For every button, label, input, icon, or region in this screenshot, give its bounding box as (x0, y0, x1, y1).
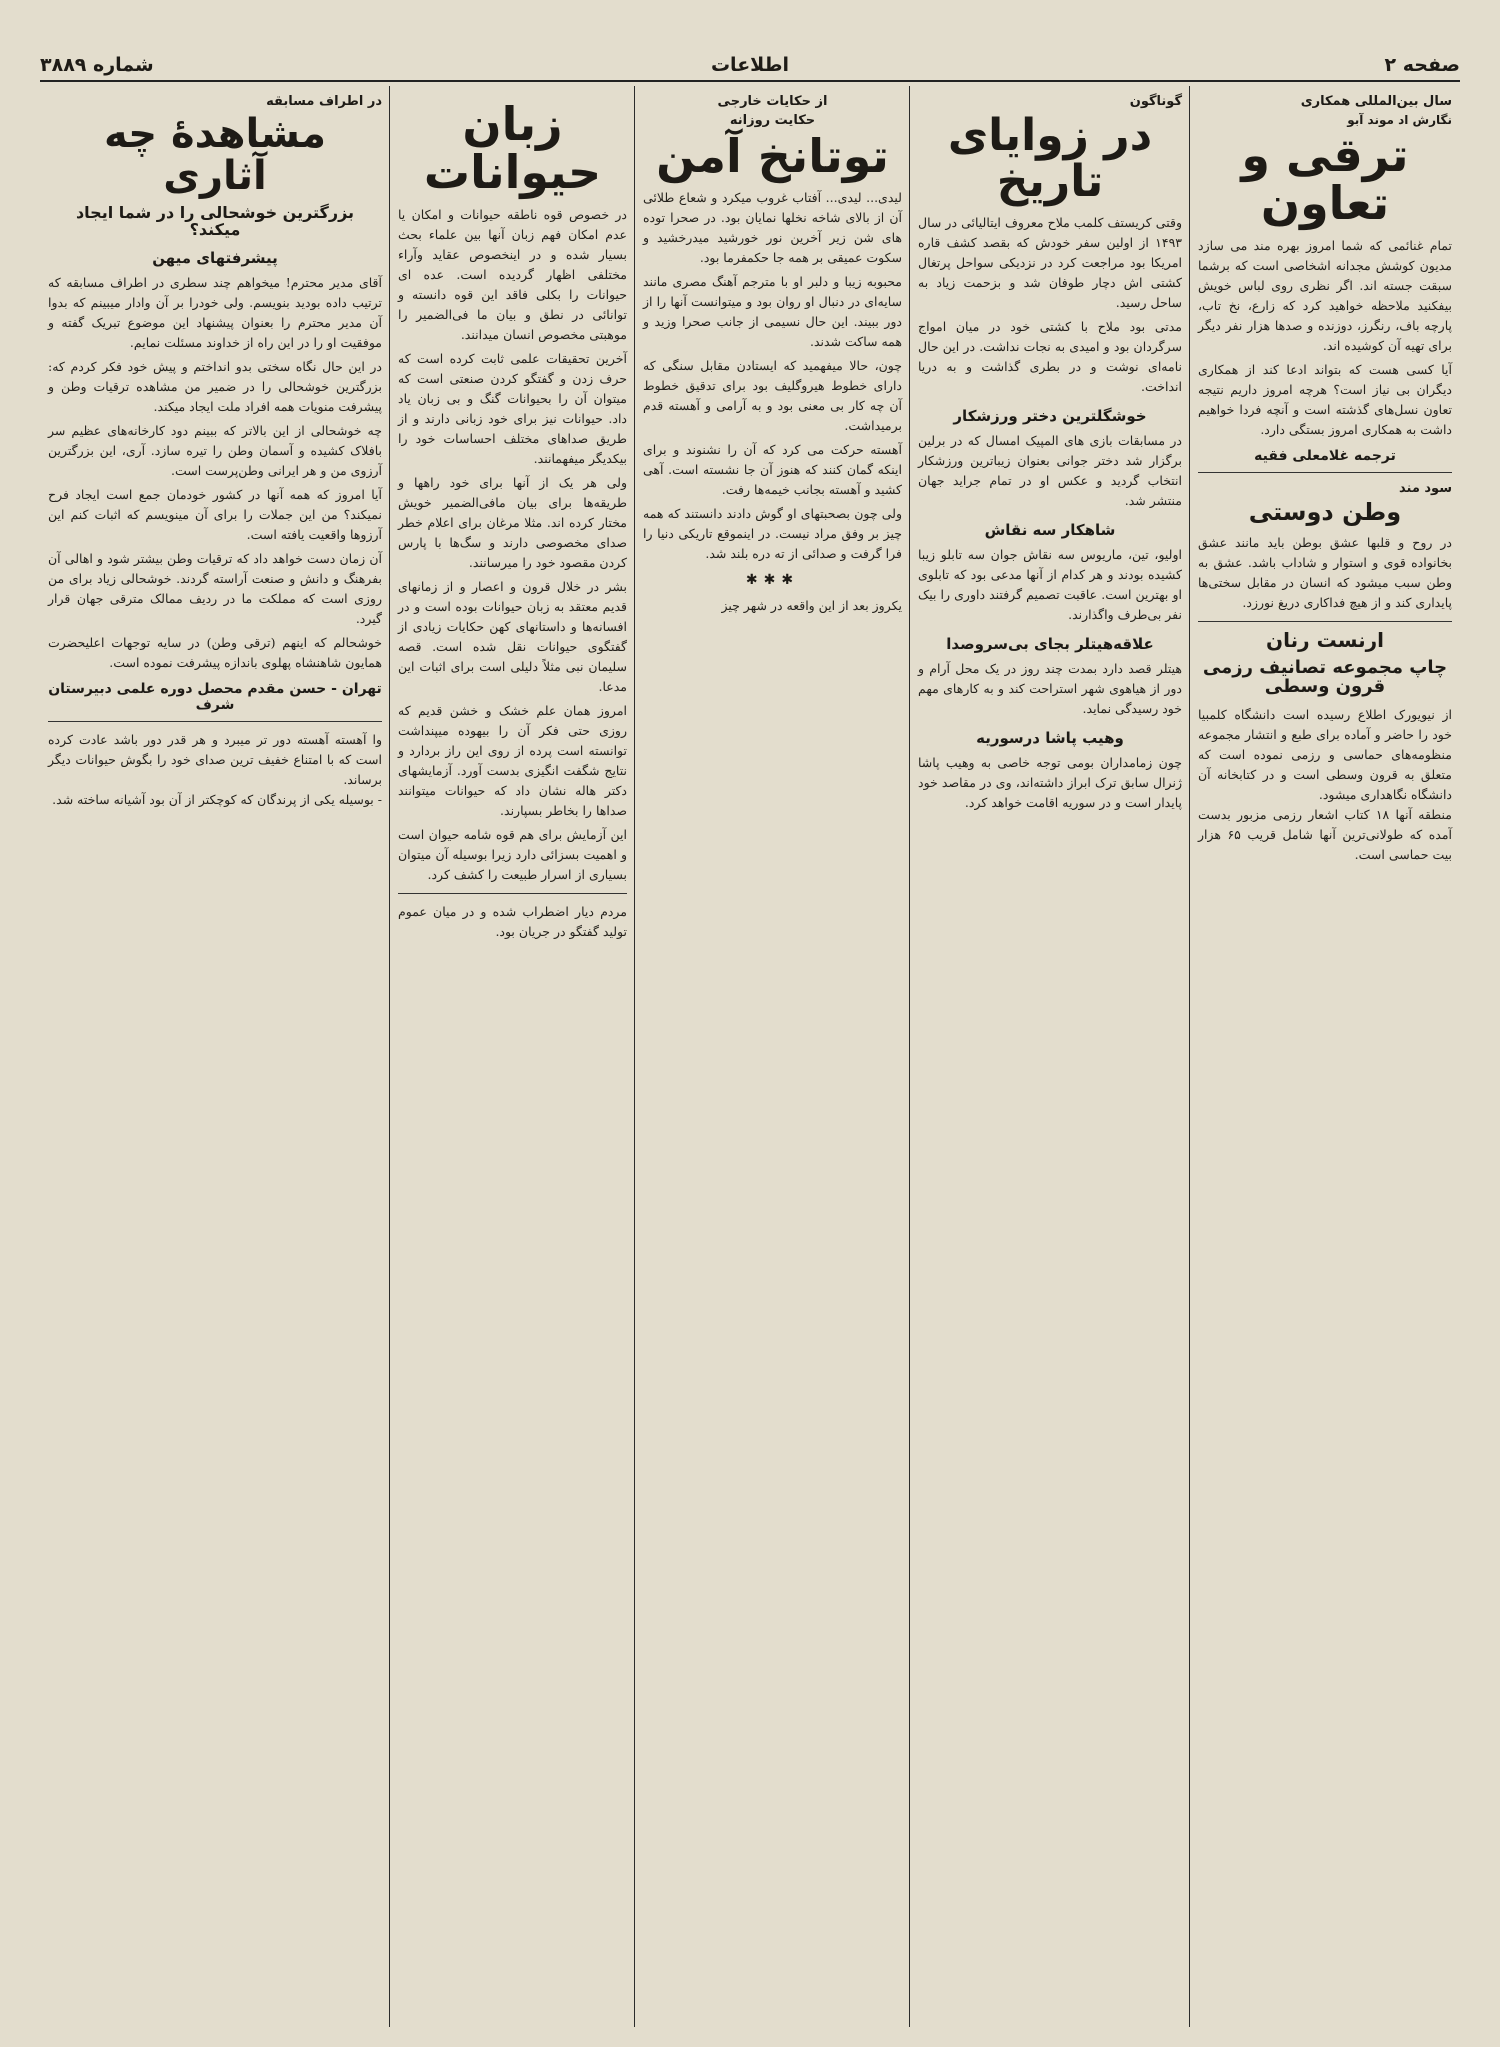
divider (48, 721, 382, 722)
col5-paragraph: آن زمان دست خواهد داد که ترقیات وطن بیشتر شود و اهالی آن بفرهنگ و دانش و صنعت آراسته گردند. خوشحالی زیاد برای من روزی است که مملکت ما در ردیف ممالک مترقی جهان قرار گیرد. (48, 550, 382, 626)
col3-paragraph: لیدی... لیدی... آفتاب غروب میکرد و شعاع طلائی آن از بالای شاخه نخلها نمایان بود. در صحرا توده های شن زیر آخرین نور خورشید میدرخشید و سکوت عمیقی بر همه جا حکمفرما بود. (643, 190, 902, 266)
divider (1198, 621, 1452, 622)
col5-paragraph: آیا امروز که همه آنها در کشور خودمان جمع است ایجاد فرح نمیکند؟ من این جملات را برای آن مینویسم که اثبات کنم این آرزوها واقعیت یافته است. (48, 486, 382, 542)
col5-paragraph: چه خوشحالی از این بالاتر که ببینم دود کارخانه‌های عظیم سر بافلاک کشیده و آسمان وطن را تیره سازد. آری، این بزرگترین آرزوی من و هر ایرانی وطن‌پرست است. (48, 422, 382, 478)
col1-box-kicker: سود مند (1399, 480, 1452, 496)
col1-body (1198, 236, 1452, 440)
col4-body (398, 205, 627, 885)
col3-label: حکایت روزانه (729, 113, 816, 128)
col2-headline: در زوایای تاریخ (947, 110, 1153, 208)
col2-kicker: گوناگون (1129, 94, 1182, 109)
col1-section2-kicker: ارنست رنان (1266, 627, 1384, 652)
col1-section2-title: چاپ مجموعه تصانیف رزمی قرون وسطی (1202, 656, 1448, 697)
col3-paragraph: محبوبه زیبا و دلبر او با مترجم آهنگ مصری مانند سایه‌ای در دنبال او روان بود و میتوانست آنها را از دور ببیند. این حال نسیمی از جانب صحرا وزید و همه ساکت شدند. (643, 274, 902, 350)
col1-section2-body: از نیویورک اطلاع رسیده است دانشگاه کلمبیا خود را حاضر و آماده برای طبع و انتشار مجموعه منظومه‌های حماسی و رزمی نموده است که متعلق به قرون وسطی است و در کتابخانه آن دانشگاه نگاهداری میشود. (1198, 706, 1452, 802)
col1-box-title: وطن دوستی (1248, 497, 1402, 526)
col5-deck: بزرگترین خوشحالی را در شما ایجاد میکند؟ (75, 203, 355, 239)
col5-paragraph: خوشحالم که اینهم (ترقی وطن) در سایه توجهات اعلیحضرت همایون شاهنشاه پهلوی باندازه پیشرفت نموده است. (48, 634, 382, 670)
col2-sub1: خوشگلترین دختر ورزشکار (953, 407, 1147, 426)
col4-paragraph: ولی هر یک از آنها برای خود راهها و طریقه‌ها برای بیان مافی‌الضمیر خویش مختار کرده اند. مثلا مرغان برای اعلام خطر صدای مخصوصی دارند و سگ‌ها با پارس کردن مقصود خود را میرسانند. (398, 474, 627, 570)
col5-paragraph: آقای مدیر محترم! میخواهم چند سطری در اطراف مسابقه که ترتیب داده بودید بنویسم. ولی خودرا بر آن وادار میبینم که بدوا آن مدیر محترم را بعنوان پیشنهاد این موضوع تبریک گفته و موفقیت او را در این راه از خداوند مسئلت نمایم. (48, 274, 382, 350)
col2-body (918, 213, 1182, 397)
col5-kicker: در اطراف مسابقه (266, 94, 382, 109)
col5-signature: تهران - حسن مقدم محصل دوره علمی دبیرستان شرف (48, 680, 382, 713)
divider (1198, 472, 1452, 473)
column-1 (1190, 86, 1460, 2037)
col3-paragraph: آهسته حرکت می کرد که آن را نشنوند و برای اینکه گمان کنند که هنوز آن جا نشسته است. آهی کشید و آهسته بجانب خیمه‌ها رفت. (643, 442, 902, 498)
col5-body (48, 273, 382, 673)
col1-paragraph: آیا کسی هست که بتواند ادعا کند از همکاری دیگران بی نیاز است؟ هرچه امروز داریم نتیجه تعاون نسل‌های گذشته است و آنچه فردا خواهیم داشت به همکاری امروز بستگی دارد. (1198, 361, 1452, 437)
col2-sub4-body: چون زمامداران بومی توجه خاصی به وهیب پاشا ژنرال سابق ترک ابراز داشته‌اند، وی در مقاصد خود پایدار است و در سوریه اقامت خواهد کرد. (918, 755, 1182, 811)
star-ornament: ✱✱✱ (745, 572, 800, 589)
col5-foot: - بوسیله یکی از پرندگان که کوچکتر از آن بود آشیانه ساخته شد. (52, 791, 382, 807)
column-3 (635, 86, 910, 2037)
col5-paragraph: در این حال نگاه سختی بدو انداختم و پیش خود فکر کردم که: بزرگترین خوشحالی را در ضمیر من مشاهده ترقیات وطن و پیشرفت منویات همه افراد ملت ایجاد میکند. (48, 358, 382, 414)
col1-kicker: سال بین‌المللی همکاری (1300, 94, 1452, 109)
column-2 (910, 86, 1190, 2037)
col5-headline: مشاهدۀ چه آثاری (104, 111, 326, 199)
col3-headline: توتانخ آمن (656, 129, 889, 183)
col4-paragraph: این آزمایش برای هم قوه شامه حیوان است و اهمیت بسزائی دارد زیرا بوسیله آن میتوان بسیاری از اسرار طبیعت را کشف کرد. (398, 826, 627, 882)
col3-paragraph: ولی چون بصحبتهای او گوش دادند دانستند که همه چیز بر وفق مراد نیست. در اینموقع تاریکی دنیا را فرا گرفت و صدائی از ته دره بلند شد. (643, 506, 902, 562)
columns (40, 86, 1460, 2037)
masthead (40, 50, 1460, 82)
col4-paragraph: بشر در خلال قرون و اعصار و از زمانهای قدیم معتقد به زبان حیوانات بوده است و در افسانه‌ها و داستانهای کهن حکایات زیادی از گفتگوی حیوانات نقل شده است. قصه سلیمان نبی مثلاً دلیلی است برای اثبات این مدعا. (398, 578, 627, 694)
col2-paragraph: مدتی بود ملاح با کشتی خود در میان امواج سرگردان بود و امیدی به نجات نداشت. در این حال نامه‌ای نوشت و در بطری گذاشت و به دریا انداخت. (918, 319, 1182, 395)
col1-paragraph: تمام غنائمی که شما امروز بهره مند می سازد مدیون کوشش مجدانه اشخاصی است که برشما سبقت جسته اند. اگر نظری روی لباس خویش بیفکنید ملاحظه خواهید کرد که زارع، نخ تاب، پارچه باف، رنگرز، دوزنده و صدها هزار نفر دیگر برای تهیه آن کوشیده اند. (1198, 237, 1452, 353)
col1-translator: ترجمه غلامعلی فقیه (1254, 447, 1396, 464)
col2-sub2: شاهکار سه نقاش (984, 521, 1116, 540)
column-5 (40, 86, 390, 2037)
issue-number: شماره ۳۸۸۹ (40, 54, 154, 76)
col2-sub3-body: هیتلر قصد دارد بمدت چند روز در یک محل آرام و دور از هیاهوی شهر استراحت کند و به کارهای مهم خود رسیدگی نماید. (918, 661, 1182, 717)
col4-foot: مردم دیار اضطراب شده و در میان عموم تولید گفتگو در جریان بود. (398, 903, 627, 939)
col4-paragraph: آخرین تحقیقات علمی ثابت کرده است که حرف زدن و گفتگو کردن صنعتی است که میتوان آن را بحیوانات گنگ و بی زبان یاد داد. حیوانات نیز برای خود زبانی دارند و از طریق صداهای مختلف احساسات خود را بیکدیگر میفهمانند. (398, 350, 627, 466)
col3-foot: یکروز بعد از این واقعه در شهر چیز (721, 598, 902, 614)
col3-body (643, 188, 902, 564)
divider (398, 893, 627, 894)
col2-sub2-body: اولیو، تین، ماریوس سه نقاش جوان سه تابلو زیبا کشیده بودند و هر کدام از آنها مدعی بود که تابلوی او بهترین است. عاقبت تصمیم گرفتند داوری را بیک نفر بی‌طرف واگذارند. (918, 547, 1182, 623)
col4-paragraph: امروز همان علم خشک و خشن قدیم که روزی حتی فکر آن را بیهوده میپنداشت توانسته است پرده از روی این راز بردارد و نتایج شگفت انگیزی بدست آورد. آزمایشهای دکتر هاله نشان داد که حیوانات میتوانند صداها را بخاطر بسپارند. (398, 702, 627, 818)
col5-paragraph: وا آهسته آهسته دور تر میبرد و هر قدر دور باشد عادت کرده است که با امتناع خفیف ترین صدای خود را بگوش حیوانات دیگر برساند. (48, 731, 382, 787)
col1-box-body: در روح و قلبها عشق بوطن باید مانند عشق بخانواده قوی و استوار و شاداب باشد. عشق به وطن سبب میشود که انسان در مقابل سختی‌ها پایداری کند و از هیچ فداکاری دریغ نورزد. (1198, 534, 1452, 610)
column-4 (390, 86, 635, 2037)
col2-sub4: وهیب پاشا درسوریه (976, 729, 1124, 748)
col2-sub1-body: در مسابقات بازی های المپیک امسال که در برلین برگزار شد دختر جوانی بعنوان زیباترین ورزشکار انتخاب گردید و عکس او در تمام جراید جهان منتشر شد. (918, 433, 1182, 509)
col1-foot: منطقه آنها ۱۸ کتاب اشعار رزمی مزبور بدست آمده که طولانی‌ترین آنها شامل قریب ۶۵ هزار بیت حماسی است. (1198, 806, 1452, 862)
newspaper-name: اطلاعات (710, 54, 790, 76)
col3-kicker: از حکایات خارجی (717, 94, 828, 109)
col2-paragraph: وقتی کریستف کلمب ملاح معروف ایتالیائی در سال ۱۴۹۳ از اولین سفر خودش که بقصد کشف قاره امریکا بود مراجعت کرد در نزدیکی سواحل پرتغال کشتی اش دچار طوفان شد و بزحمت زیاد به ساحل رسید. (918, 215, 1182, 311)
col1-headline: ترقی و تعاون (1241, 128, 1409, 231)
col5-sub1: پیشرفتهای میهن (152, 248, 278, 267)
col4-paragraph: در خصوص قوه ناطقه حیوانات و امکان یا عدم امکان فهم زبان آنها بین علماء بحث بسیار شده و در اینخصوص عقاید وآراء مختلفی اظهار گردیده است. عده ای حیوانات را بکلی فاقد این قوه دانسته و توانائی در نطق و بیان ما فی‌الضمیر را موهبتی مخصوص انسان میدانند. (398, 206, 627, 342)
col4-headline: زبان حیوانات (423, 97, 602, 200)
col1-byline: نگارش اد موند آبو (1347, 113, 1452, 127)
col2-sub3: علاقه‌هیتلر بجای بی‌سروصدا (946, 635, 1154, 654)
page-number: صفحه ۲ (1384, 54, 1460, 76)
col3-paragraph: چون، حالا میفهمید که ایستادن مقابل سنگی که دارای خطوط هیروگلیف بود برای تدقیق خطوط آن چه کار بی معنی بود و به آرامی و آهسته قدم برمیداشت. (643, 358, 902, 434)
